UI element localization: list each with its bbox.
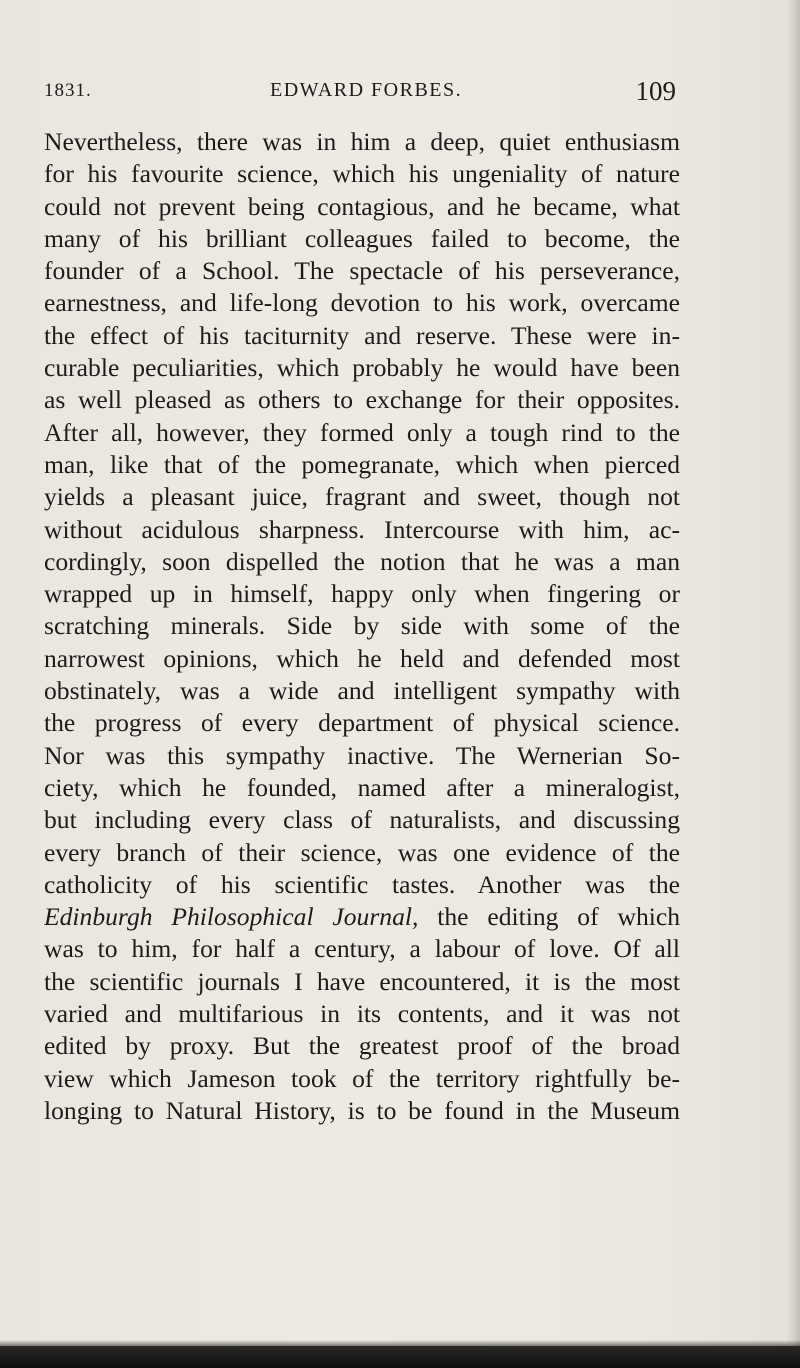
text-line: the effect of his taciturnity and reserve. These were in- [44,320,680,350]
text-line: Nor was this sympathy inactive. The Wernerian So- [44,740,680,770]
text-line: view which Jameson took of the territory rightfully be- [44,1063,680,1093]
text-line: but including every class of naturalists, and discussing [44,805,680,835]
text-line: was to him, for half a century, a labour of love. Of all [44,934,680,964]
text-line: ciety, which he founded, named after a mineralogist, [44,772,680,802]
text-line: narrowest opinions, which he held and defended most [44,643,680,673]
text-line: scratching minerals. Side by side with some of the [44,611,680,641]
text-line: obstinately, was a wide and intelligent sympathy with [44,676,680,706]
text-line: catholicity of his scientific tastes. Another was the [44,869,680,899]
text-line: man, like that of the pomegranate, which when pierced [44,449,680,479]
text-line: could not prevent being contagious, and he became, what [44,191,680,221]
text-line: earnestness, and life-long devotion to his work, overcame [44,288,680,318]
scan-bottom-edge [0,1346,800,1368]
text-line: without acidulous sharpness. Intercourse with him, ac- [44,514,680,544]
text-line: as well pleased as others to exchange for their opposites. [44,385,680,415]
page-edge-shadow [786,0,800,1368]
running-header-title: EDWARD FORBES. [270,79,463,101]
text-line: for his favourite science, which his ungeniality of nature [44,159,680,189]
text-line: founder of a School. The spectacle of his perseverance, [44,256,680,286]
text-line: the progress of every department of physical science. [44,708,680,738]
text-line: Edinburgh Philosophical Journal, the editing of which [44,902,680,932]
running-header-year: 1831. [44,80,92,101]
text-line: cordingly, soon dispelled the notion that he was a man [44,546,680,576]
text-line: wrapped up in himself, happy only when fingering or [44,579,680,609]
text-line: varied and multifarious in its contents, and it was not [44,999,680,1029]
text-line: the scientific journals I have encountered, it is the most [44,966,680,996]
journal-title-italic: Edinburgh Philosophical Journal, [44,902,419,932]
page-number: 109 [635,76,676,106]
text-line: edited by proxy. But the greatest proof of the broad [44,1031,680,1061]
text-line: many of his brilliant colleagues failed to become, the [44,223,680,253]
text-line: longing to Natural History, is to be found in the Museum [44,1095,680,1125]
text-line: yields a pleasant juice, fragrant and sweet, though not [44,482,680,512]
text-line: Nevertheless, there was in him a deep, quiet enthusiasm [44,127,680,156]
text-line: every branch of their science, was one evidence of the [44,837,680,867]
running-header [44,76,676,106]
body-text [44,126,680,1127]
text-line: After all, however, they formed only a tough rind to the [44,417,680,447]
text-line: curable peculiarities, which probably he would have been [44,353,680,383]
